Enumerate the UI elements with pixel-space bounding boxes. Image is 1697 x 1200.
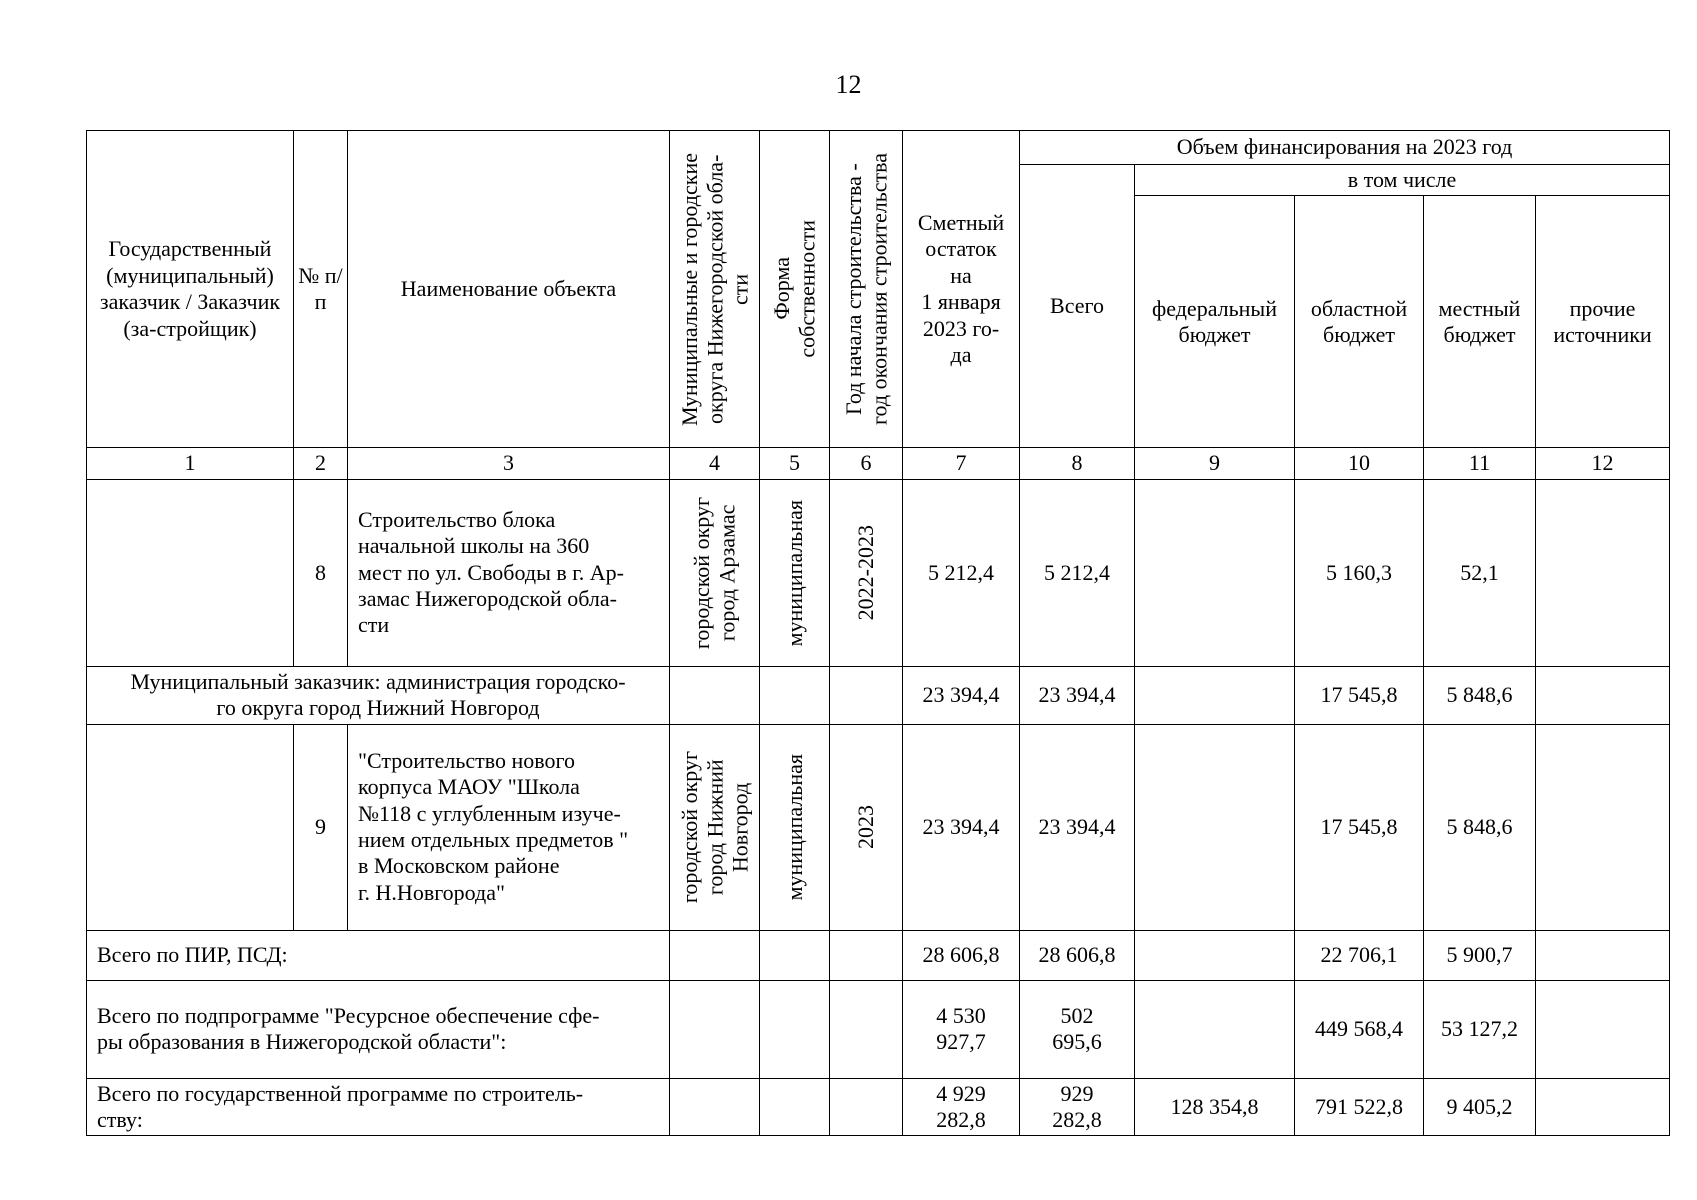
col-number: 4 [670,448,760,479]
financing-table [86,130,1670,1136]
row9-ownership-cell [760,724,830,930]
header-ownership-cell [760,131,830,448]
total-subprogram-municipal [670,980,760,1078]
row8-regional: 5 160,3 [1295,479,1424,666]
row8-total: 5 212,4 [1020,479,1135,666]
row8-years: 2022-2023 [853,525,879,621]
header-municipal-cell [670,131,760,448]
customer-row-ownership [760,666,830,724]
header-local: местный бюджет [1424,196,1536,448]
header-object-name: Наименование объекта [348,131,670,448]
row8-municipal: городской округ город Арзамас [689,496,740,649]
total-program-balance: 4 929 282,8 [903,1078,1020,1136]
col-number: 1 [87,448,294,479]
header-total: Всего [1020,165,1135,448]
total-pir-federal [1135,930,1295,980]
customer-row-balance: 23 394,4 [903,666,1020,724]
total-program-ownership [760,1078,830,1136]
total-pir-local: 5 900,7 [1424,930,1536,980]
customer-row-local: 5 848,6 [1424,666,1536,724]
table-row [87,930,1670,980]
row9-municipal: городской округ город Нижний Новгород [676,751,753,904]
col-number: 9 [1135,448,1295,479]
total-subprogram-other [1536,980,1670,1078]
row9-other [1536,724,1670,930]
total-pir-other [1536,930,1670,980]
header-num: № п/п [294,131,348,448]
row9-num: 9 [294,724,348,930]
table-row [87,724,1670,930]
row9-ownership: муниципальная [781,753,807,901]
table-row [87,479,1670,666]
total-pir-municipal [670,930,760,980]
row9-balance: 23 394,4 [903,724,1020,930]
header-years: Год начала строительства - год окончания строительства [840,153,891,426]
customer-row-municipal [670,666,760,724]
customer-row-regional: 17 545,8 [1295,666,1424,724]
total-program-federal: 128 354,8 [1135,1078,1295,1136]
customer-row-label: Муниципальный заказчик: администрация городско- го округа город Нижний Новгород [87,666,670,724]
total-subprogram-label: Всего по подпрограмме "Ресурсное обеспечение сфе- ры образования в Нижегородской области": [87,980,670,1078]
total-subprogram-ownership [760,980,830,1078]
row8-ownership: муниципальная [781,499,807,646]
header-ownership: Форма собственности [769,220,820,358]
header-other: прочие источники [1536,196,1670,448]
total-subprogram-federal [1135,980,1295,1078]
total-pir-regional: 22 706,1 [1295,930,1424,980]
col-number: 8 [1020,448,1135,479]
col-number: 12 [1536,448,1670,479]
row9-regional: 17 545,8 [1295,724,1424,930]
col-number: 3 [348,448,670,479]
row8-balance: 5 212,4 [903,479,1020,666]
total-pir-ownership [760,930,830,980]
total-subprogram-regional: 449 568,4 [1295,980,1424,1078]
row8-num: 8 [294,479,348,666]
total-pir-years [830,930,903,980]
header-estimated-balance: Сметный остаток на 1 января 2023 го- да [903,131,1020,448]
row9-customer [87,724,294,930]
row8-years-cell [830,479,903,666]
header-municipal: Муниципальные и городские округа Нижегородской обла- сти [676,152,753,426]
col-number: 2 [294,448,348,479]
col-number: 6 [830,448,903,479]
row8-federal [1135,479,1295,666]
page-number: 12 [835,70,862,99]
row9-local: 5 848,6 [1424,724,1536,930]
row9-years: 2023 [853,805,879,850]
row8-local: 52,1 [1424,479,1536,666]
total-program-years [830,1078,903,1136]
row9-object-name: "Строительство нового корпуса МАОУ "Школа №118 с углубленным изуче- нием отдельных предметов " в Московском районе г. Н.Новгорода" [348,724,670,930]
total-program-total: 929 282,8 [1020,1078,1135,1136]
row9-years-cell [830,724,903,930]
total-pir-balance: 28 606,8 [903,930,1020,980]
row8-ownership-cell [760,479,830,666]
row8-object-name: Строительство блока начальной школы на 360 мест по ул. Свободы в г. Ар- замас Нижегородской обла- сти [348,479,670,666]
row8-municipal-cell [670,479,760,666]
table-row [87,980,1670,1078]
col-number: 10 [1295,448,1424,479]
header-regional: областной бюджет [1295,196,1424,448]
total-subprogram-years [830,980,903,1078]
table-row [87,666,1670,724]
row8-customer [87,479,294,666]
header-financing: Объем финансирования на 2023 год [1020,131,1670,165]
total-program-regional: 791 522,8 [1295,1078,1424,1136]
total-program-local: 9 405,2 [1424,1078,1536,1136]
total-program-other [1536,1078,1670,1136]
header-years-cell [830,131,903,448]
customer-row-total: 23 394,4 [1020,666,1135,724]
row9-total: 23 394,4 [1020,724,1135,930]
total-subprogram-local: 53 127,2 [1424,980,1536,1078]
header-federal: федеральный бюджет [1135,196,1295,448]
total-program-municipal [670,1078,760,1136]
total-program-label: Всего по государственной программе по строитель- ству: [87,1078,670,1136]
customer-row-other [1536,666,1670,724]
row9-municipal-cell [670,724,760,930]
col-number: 11 [1424,448,1536,479]
total-subprogram-total: 502 695,6 [1020,980,1135,1078]
row8-other [1536,479,1670,666]
total-pir-total: 28 606,8 [1020,930,1135,980]
customer-row-federal [1135,666,1295,724]
header-including: в том числе [1135,165,1670,196]
row9-federal [1135,724,1295,930]
header-customer: Государственный (муниципальный) заказчик / Заказчик (за-стройщик) [87,131,294,448]
table-row [87,1078,1670,1136]
col-number: 7 [903,448,1020,479]
customer-row-years [830,666,903,724]
col-number: 5 [760,448,830,479]
total-subprogram-balance: 4 530 927,7 [903,980,1020,1078]
total-pir-label: Всего по ПИР, ПСД: [87,930,670,980]
